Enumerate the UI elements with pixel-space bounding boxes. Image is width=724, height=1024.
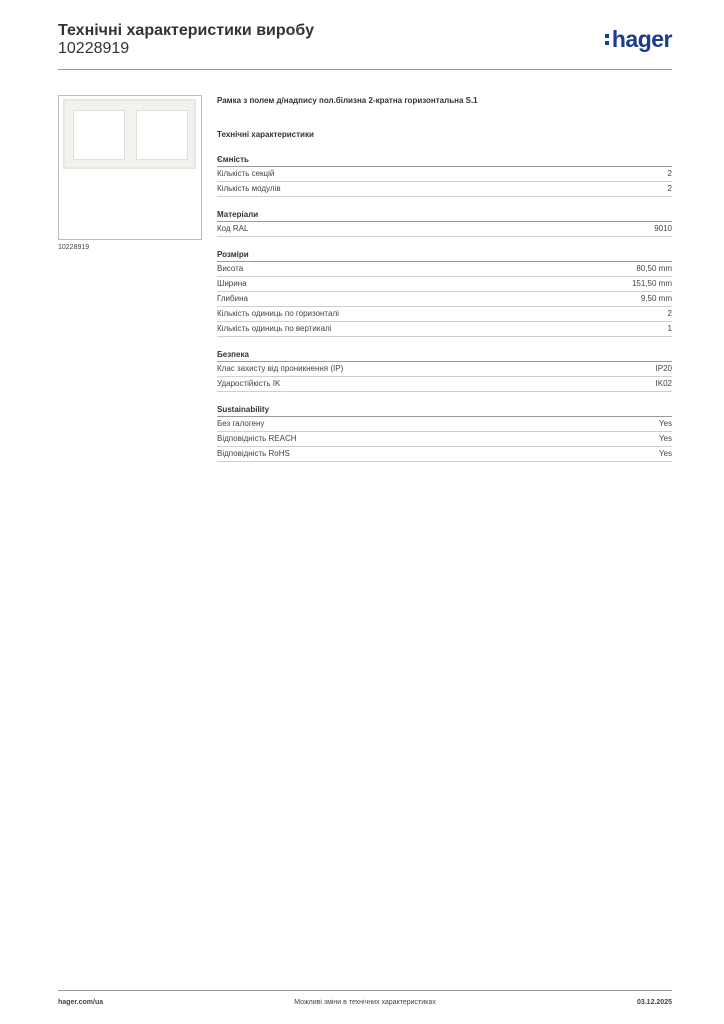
product-code: 10228919: [58, 40, 130, 57]
logo-dots-icon: [605, 34, 609, 48]
image-caption: 10228919: [58, 244, 90, 251]
spec-row: [217, 432, 672, 447]
spec-sections: [217, 154, 672, 462]
spec-row: [217, 322, 672, 337]
spec-section: [217, 154, 672, 197]
hager-logo: [612, 26, 672, 53]
product-name: Рамка з полем д/надпису пол.білизна 2-кратна горизонтальна S.1: [217, 96, 478, 105]
page-header: [58, 22, 672, 70]
spec-value: Yes: [658, 449, 672, 458]
frame-opening-left: [73, 110, 125, 160]
spec-row: [217, 377, 672, 392]
spec-row: [217, 307, 672, 322]
spec-section: [217, 249, 672, 337]
spec-value: IP20: [655, 364, 672, 373]
spec-label: Ударостійкість IK: [217, 379, 281, 388]
spec-content: [217, 96, 672, 462]
footer-divider: [58, 990, 672, 991]
spec-label: Клас захисту від проникнення (IP): [217, 364, 344, 373]
spec-value: 9,50 mm: [640, 294, 672, 303]
spec-label: Кількість одиниць по вертикалі: [217, 324, 332, 333]
product-image: [58, 95, 202, 240]
spec-section: [217, 349, 672, 392]
spec-label: Код RAL: [217, 224, 249, 233]
footer-note: Можливі зміни в технічних характеристиках: [294, 999, 436, 1006]
spec-label: Кількість одиниць по горизонталі: [217, 309, 339, 318]
spec-value: Yes: [658, 434, 672, 443]
page-title: Технічні характеристики виробу: [58, 22, 314, 39]
frame-opening-right: [136, 110, 188, 160]
spec-value: 2: [667, 309, 672, 318]
spec-section: [217, 404, 672, 462]
spec-row: [217, 262, 672, 277]
spec-row: [217, 222, 672, 237]
section-title: Sustainability: [217, 404, 672, 417]
spec-value: IK02: [655, 379, 672, 388]
spec-value: 2: [667, 184, 672, 193]
footer-site-link[interactable]: hager.com/ua: [58, 999, 104, 1006]
header-divider: [58, 69, 672, 70]
section-title: Безпека: [217, 349, 672, 362]
spec-row: [217, 362, 672, 377]
spec-label: Кількість секцій: [217, 169, 275, 178]
spec-row: [217, 447, 672, 462]
spec-section: [217, 209, 672, 237]
spec-row: [217, 277, 672, 292]
footer-date: 03.12.2025: [636, 999, 672, 1006]
spec-label: Глибина: [217, 294, 248, 303]
section-title: Матеріали: [217, 209, 672, 222]
tech-heading: Технічні характеристики: [217, 130, 314, 139]
frame-illustration: [63, 99, 196, 169]
spec-label: Без галогену: [217, 419, 265, 428]
spec-value: Yes: [658, 419, 672, 428]
spec-label: Відповідність REACH: [217, 434, 297, 443]
spec-value: 151,50 mm: [631, 279, 672, 288]
spec-label: Кількість модулів: [217, 184, 281, 193]
section-title: Розміри: [217, 249, 672, 262]
spec-label: Відповідність RoHS: [217, 449, 290, 458]
logo-text: hager: [611, 26, 672, 52]
spec-value: 80,50 mm: [636, 264, 672, 273]
section-title: Ємність: [217, 154, 672, 167]
spec-value: 1: [667, 324, 672, 333]
spec-value: 9010: [654, 224, 672, 233]
spec-label: Висота: [217, 264, 244, 273]
spec-row: [217, 292, 672, 307]
spec-row: [217, 182, 672, 197]
spec-row: [217, 167, 672, 182]
spec-label: Ширина: [217, 279, 247, 288]
spec-row: [217, 417, 672, 432]
spec-value: 2: [667, 169, 672, 178]
